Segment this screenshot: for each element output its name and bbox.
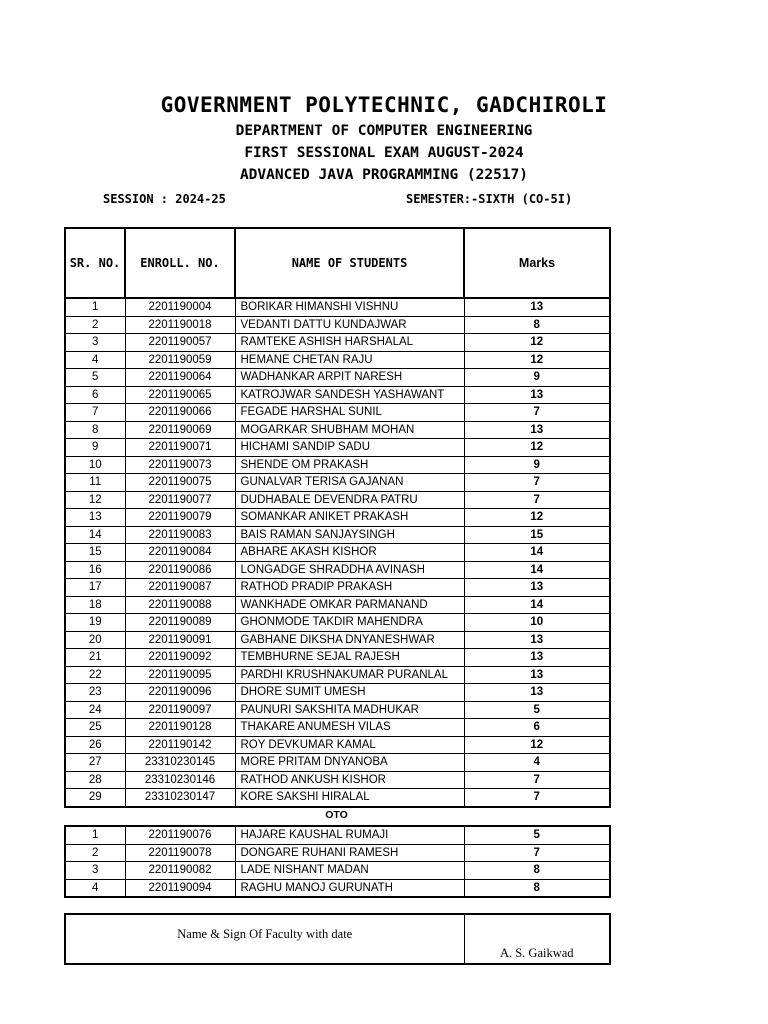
enroll-no-cell: 23310230146 (125, 771, 235, 789)
sr-no-cell: 13 (65, 509, 125, 527)
sr-no-cell: 28 (65, 771, 125, 789)
marks-cell: 8 (464, 862, 610, 880)
sr-no-cell: 22 (65, 666, 125, 684)
marks-cell: 12 (464, 334, 610, 352)
student-name-cell: RATHOD PRADIP PRAKASH (235, 579, 464, 597)
student-name-cell: RAMTEKE ASHISH HARSHALAL (235, 334, 464, 352)
student-name-cell: SOMANKAR ANIKET PRAKASH (235, 509, 464, 527)
enroll-no-cell: 2201190078 (125, 844, 235, 862)
table-row (65, 754, 610, 772)
table-row (65, 439, 610, 457)
marks-cell: 9 (464, 456, 610, 474)
student-name-cell: VEDANTI DATTU KUNDAJWAR (235, 316, 464, 334)
enroll-no-cell: 2201190076 (125, 826, 235, 844)
sr-no-cell: 5 (65, 369, 125, 387)
table-row (65, 334, 610, 352)
enroll-no-cell: 2201190066 (125, 404, 235, 422)
student-name-cell: ROY DEVKUMAR KAMAL (235, 736, 464, 754)
student-name-cell: MORE PRITAM DNYANOBA (235, 754, 464, 772)
table-row (65, 771, 610, 789)
sr-no-cell: 14 (65, 526, 125, 544)
marks-cell: 13 (464, 298, 610, 316)
enroll-no-cell: 2201190089 (125, 614, 235, 632)
marks-table (64, 227, 611, 808)
sr-no-cell: 25 (65, 719, 125, 737)
enroll-no-cell: 2201190077 (125, 491, 235, 509)
sr-no-cell: 1 (65, 826, 125, 844)
sr-no-cell: 4 (65, 879, 125, 897)
table-row (65, 684, 610, 702)
enroll-no-cell: 2201190082 (125, 862, 235, 880)
sr-no-cell: 12 (65, 491, 125, 509)
sr-no-cell: 15 (65, 544, 125, 562)
table-row (65, 561, 610, 579)
table-row (65, 596, 610, 614)
enroll-no-cell: 2201190004 (125, 298, 235, 316)
student-name-cell: LADE NISHANT MADAN (235, 862, 464, 880)
enroll-no-cell: 2201190091 (125, 631, 235, 649)
marks-cell: 14 (464, 561, 610, 579)
enroll-no-cell: 2201190064 (125, 369, 235, 387)
student-name-cell: GABHANE DIKSHA DNYANESHWAR (235, 631, 464, 649)
marks-cell: 8 (464, 879, 610, 897)
enroll-no-cell: 2201190097 (125, 701, 235, 719)
sr-no-cell: 18 (65, 596, 125, 614)
sr-no-cell: 26 (65, 736, 125, 754)
oto-table-body (65, 826, 610, 897)
sr-no-cell: 23 (65, 684, 125, 702)
marks-cell: 7 (464, 404, 610, 422)
sr-no-cell: 21 (65, 649, 125, 667)
table-row (65, 298, 610, 316)
student-name-cell: LONGADGE SHRADDHA AVINASH (235, 561, 464, 579)
enroll-no-cell: 2201190083 (125, 526, 235, 544)
table-row (65, 421, 610, 439)
enroll-no-cell: 2201190086 (125, 561, 235, 579)
student-name-cell: ABHARE AKASH KISHOR (235, 544, 464, 562)
table-row (65, 404, 610, 422)
student-name-cell: DONGARE RUHANI RAMESH (235, 844, 464, 862)
sr-no-cell: 17 (65, 579, 125, 597)
table-row (65, 369, 610, 387)
marks-cell: 12 (464, 736, 610, 754)
table-row (65, 789, 610, 807)
enroll-no-cell: 2201190096 (125, 684, 235, 702)
student-name-cell: HEMANE CHETAN RAJU (235, 351, 464, 369)
marks-cell: 13 (464, 631, 610, 649)
table-row (65, 456, 610, 474)
student-name-cell: RATHOD ANKUSH KISHOR (235, 771, 464, 789)
table-row (65, 579, 610, 597)
student-name-cell: MOGARKAR SHUBHAM MOHAN (235, 421, 464, 439)
sr-no-cell: 3 (65, 862, 125, 880)
table-row (65, 316, 610, 334)
marks-cell: 7 (464, 474, 610, 492)
marks-cell: 8 (464, 316, 610, 334)
marks-cell: 12 (464, 439, 610, 457)
marks-cell: 12 (464, 351, 610, 369)
header-marks: Marks (464, 228, 610, 298)
table-row (65, 862, 610, 880)
marks-cell: 9 (464, 369, 610, 387)
sr-no-cell: 10 (65, 456, 125, 474)
enroll-no-cell: 2201190018 (125, 316, 235, 334)
signature-table (64, 913, 611, 965)
student-name-cell: DUDHABALE DEVENDRA PATRU (235, 491, 464, 509)
table-row (65, 526, 610, 544)
oto-label: OTO (325, 809, 348, 821)
student-name-cell: GUNALVAR TERISA GAJANAN (235, 474, 464, 492)
student-name-cell: HICHAMI SANDIP SADU (235, 439, 464, 457)
enroll-no-cell: 23310230147 (125, 789, 235, 807)
enroll-no-cell: 2201190088 (125, 596, 235, 614)
signature-row (65, 914, 610, 964)
marks-cell: 5 (464, 826, 610, 844)
table-row (65, 474, 610, 492)
marks-cell: 13 (464, 386, 610, 404)
header-enroll-no: ENROLL. NO. (125, 228, 235, 298)
enroll-no-cell: 2201190069 (125, 421, 235, 439)
table-row (65, 826, 610, 844)
sr-no-cell: 29 (65, 789, 125, 807)
signature-label: Name & Sign Of Faculty with date (65, 914, 464, 964)
sr-no-cell: 16 (65, 561, 125, 579)
marks-cell: 13 (464, 666, 610, 684)
session-label: SESSION : 2024-25 (103, 192, 226, 206)
table-header-row (65, 228, 610, 298)
marks-cell: 13 (464, 649, 610, 667)
table-row (65, 614, 610, 632)
table-row (65, 649, 610, 667)
marks-cell: 4 (464, 754, 610, 772)
table-row (65, 879, 610, 897)
sr-no-cell: 4 (65, 351, 125, 369)
enroll-no-cell: 2201190094 (125, 879, 235, 897)
marks-cell: 7 (464, 844, 610, 862)
marks-cell: 5 (464, 701, 610, 719)
enroll-no-cell: 2201190071 (125, 439, 235, 457)
sr-no-cell: 7 (65, 404, 125, 422)
marks-cell: 13 (464, 421, 610, 439)
institute-title: GOVERNMENT POLYTECHNIC, GADCHIROLI (160, 93, 608, 117)
table-row (65, 719, 610, 737)
student-name-cell: PAUNURI SAKSHITA MADHUKAR (235, 701, 464, 719)
sr-no-cell: 20 (65, 631, 125, 649)
table-row (65, 351, 610, 369)
student-name-cell: HAJARE KAUSHAL RUMAJI (235, 826, 464, 844)
student-name-cell: BAIS RAMAN SANJAYSINGH (235, 526, 464, 544)
semester-label: SEMESTER:-SIXTH (CO-5I) (406, 192, 573, 206)
student-name-cell: KORE SAKSHI HIRALAL (235, 789, 464, 807)
oto-table (64, 825, 611, 898)
student-name-cell: RAGHU MANOJ GURUNATH (235, 879, 464, 897)
enroll-no-cell: 2201190142 (125, 736, 235, 754)
exam-title: FIRST SESSIONAL EXAM AUGUST-2024 (244, 145, 524, 161)
enroll-no-cell: 2201190057 (125, 334, 235, 352)
enroll-no-cell: 2201190075 (125, 474, 235, 492)
marks-cell: 15 (464, 526, 610, 544)
enroll-no-cell: 2201190128 (125, 719, 235, 737)
student-name-cell: DHORE SUMIT UMESH (235, 684, 464, 702)
sr-no-cell: 3 (65, 334, 125, 352)
enroll-no-cell: 2201190087 (125, 579, 235, 597)
marks-cell: 7 (464, 771, 610, 789)
marks-cell: 13 (464, 684, 610, 702)
marks-table-body (65, 298, 610, 807)
enroll-no-cell: 2201190092 (125, 649, 235, 667)
enroll-no-cell: 2201190095 (125, 666, 235, 684)
student-name-cell: THAKARE ANUMESH VILAS (235, 719, 464, 737)
enroll-no-cell: 2201190059 (125, 351, 235, 369)
sr-no-cell: 1 (65, 298, 125, 316)
department-title: DEPARTMENT OF COMPUTER ENGINEERING (235, 123, 533, 139)
faculty-name: A. S. Gaikwad (464, 914, 610, 964)
header-sr-no: SR. NO. (65, 228, 125, 298)
sr-no-cell: 24 (65, 701, 125, 719)
marks-cell: 7 (464, 491, 610, 509)
student-name-cell: GHONMODE TAKDIR MAHENDRA (235, 614, 464, 632)
marks-cell: 12 (464, 509, 610, 527)
marks-cell: 10 (464, 614, 610, 632)
table-row (65, 386, 610, 404)
table-row (65, 701, 610, 719)
sr-no-cell: 8 (65, 421, 125, 439)
marks-cell: 13 (464, 579, 610, 597)
table-row (65, 544, 610, 562)
student-name-cell: TEMBHURNE SEJAL RAJESH (235, 649, 464, 667)
student-name-cell: WANKHADE OMKAR PARMANAND (235, 596, 464, 614)
marks-cell: 14 (464, 596, 610, 614)
sr-no-cell: 2 (65, 316, 125, 334)
student-name-cell: PARDHI KRUSHNAKUMAR PURANLAL (235, 666, 464, 684)
table-row (65, 736, 610, 754)
header-student-name: NAME OF STUDENTS (235, 228, 464, 298)
student-name-cell: WADHANKAR ARPIT NARESH (235, 369, 464, 387)
sr-no-cell: 9 (65, 439, 125, 457)
marks-cell: 6 (464, 719, 610, 737)
table-row (65, 631, 610, 649)
enroll-no-cell: 2201190065 (125, 386, 235, 404)
student-name-cell: KATROJWAR SANDESH YASHAWANT (235, 386, 464, 404)
student-name-cell: FEGADE HARSHAL SUNIL (235, 404, 464, 422)
enroll-no-cell: 2201190084 (125, 544, 235, 562)
sr-no-cell: 19 (65, 614, 125, 632)
sr-no-cell: 6 (65, 386, 125, 404)
sr-no-cell: 27 (65, 754, 125, 772)
sr-no-cell: 11 (65, 474, 125, 492)
subject-title: ADVANCED JAVA PROGRAMMING (22517) (239, 167, 529, 183)
enroll-no-cell: 2201190073 (125, 456, 235, 474)
enroll-no-cell: 2201190079 (125, 509, 235, 527)
marks-cell: 7 (464, 789, 610, 807)
enroll-no-cell: 23310230145 (125, 754, 235, 772)
table-row (65, 666, 610, 684)
table-row (65, 491, 610, 509)
table-row (65, 844, 610, 862)
student-name-cell: BORIKAR HIMANSHI VISHNU (235, 298, 464, 316)
marks-cell: 14 (464, 544, 610, 562)
student-name-cell: SHENDE OM PRAKASH (235, 456, 464, 474)
table-row (65, 509, 610, 527)
sr-no-cell: 2 (65, 844, 125, 862)
